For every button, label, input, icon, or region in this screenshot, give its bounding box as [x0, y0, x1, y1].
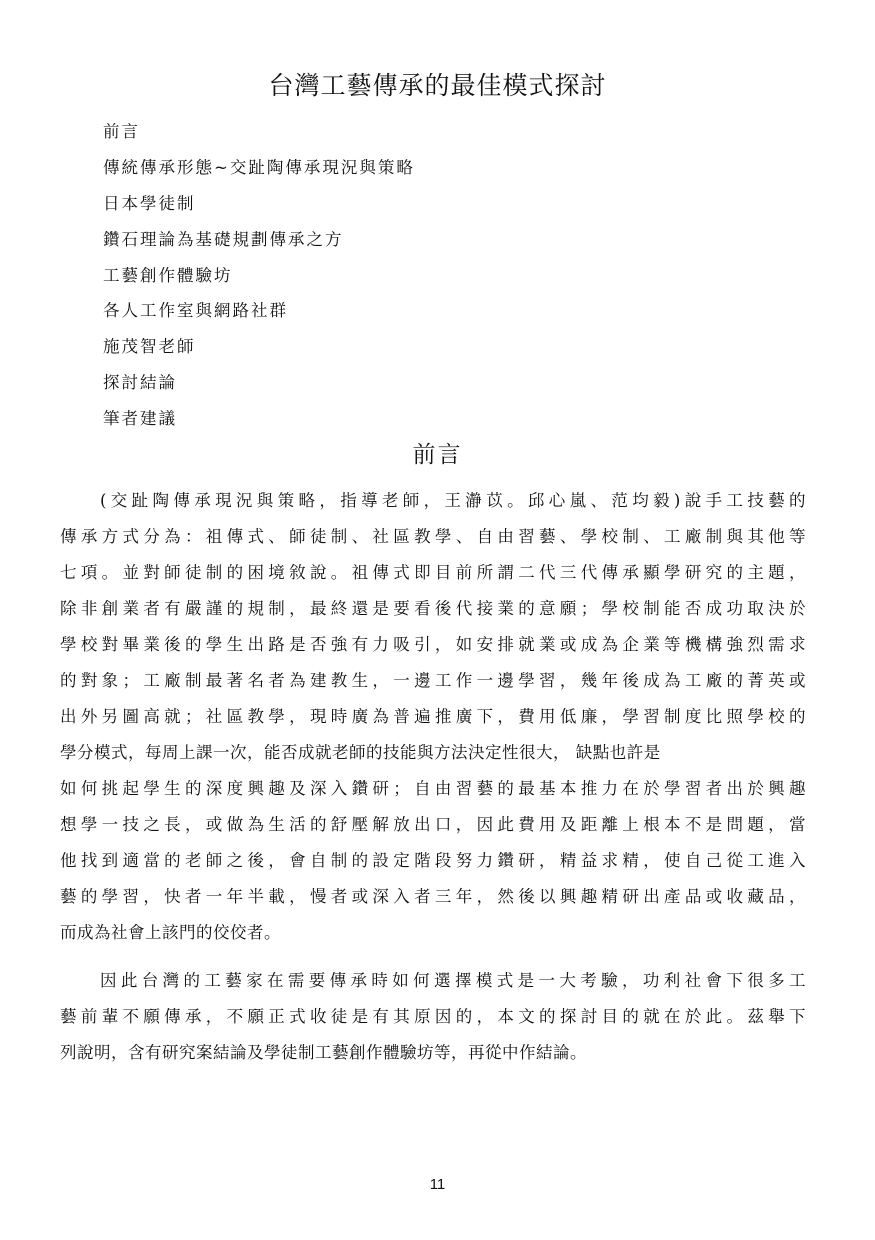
toc-item: 日本學徒制: [103, 193, 196, 213]
toc-item: 前言: [103, 122, 140, 141]
paragraph-line: 他找到適當的老師之後，會自制的設定階段努力鑽研，精益求精，使自己從工進入: [60, 851, 806, 870]
toc-item: 筆者建議: [103, 409, 177, 429]
section-heading: 前言: [412, 442, 463, 468]
paragraph-line: 學校對畢業後的學生出路是否強有力吸引，如安排就業或成為企業等機構強烈需求: [60, 635, 806, 654]
paragraph-line: 的對象；工廠制最著名者為建教生，一邊工作一邊學習，幾年後成為工廠的菁英或: [60, 671, 806, 690]
paragraph-line: 而成為社會上該門的佼佼者。: [60, 923, 281, 942]
paragraph-line: 藝前輩不願傳承，不願正式收徒是有其原因的，本文的探討目的就在於此。茲舉下: [60, 1007, 806, 1026]
paragraph-line: 如何挑起學生的深度興趣及深入鑽研；自由習藝的最基本推力在於學習者出於興趣: [60, 779, 806, 798]
page-number: 11: [429, 1176, 446, 1193]
toc-item: 施茂智老師: [103, 337, 196, 357]
paragraph-line: 學分模式，每周上課一次，能否成就老師的技能與方法決定性很大， 缺點也許是: [60, 743, 661, 762]
table-of-contents: [103, 118, 415, 441]
paragraph-line: 除非創業者有嚴謹的規制，最終還是要看後代接業的意願；學校制能否成功取決於: [60, 599, 806, 618]
toc-item: 鑽石理論為基礎規劃傳承之方: [103, 229, 344, 249]
paragraph-line: 傳承方式分為：祖傳式、師徒制、社區教學、自由習藝、學校制、工廠制與其他等: [60, 527, 806, 546]
paragraph-line: (交趾陶傳承現況與策略，指導老師，王瀞苡。邱心嵐、范均毅)說手工技藝的: [100, 491, 806, 510]
paragraph-line: 因此台灣的工藝家在需要傳承時如何選擇模式是一大考驗，功利社會下很多工: [100, 971, 806, 990]
document-title: 台灣工藝傳承的最佳模式探討: [268, 71, 607, 100]
paragraph-line: 出外另圖高就；社區教學，現時廣為普遍推廣下，費用低廉，學習制度比照學校的: [60, 707, 806, 726]
toc-item: 各人工作室與網路社群: [103, 301, 288, 321]
toc-item: 傳統傳承形態~交趾陶傳承現況與策略: [103, 157, 415, 177]
paragraph-line: 列說明，含有研究案結論及學徒制工藝創作體驗坊等，再從中作結論。: [60, 1043, 587, 1062]
toc-item: 工藝創作體驗坊: [103, 265, 233, 285]
paragraph-line: 七項。並對師徒制的困境敘說。祖傳式即目前所謂二代三代傳承顯學研究的主題，: [60, 563, 806, 582]
paragraph-line: 藝的學習，快者一年半載，慢者或深入者三年，然後以興趣精研出產品或收藏品，: [60, 887, 806, 906]
toc-item: 探討結論: [103, 373, 177, 393]
paragraph-line: 想學一技之長，或做為生活的舒壓解放出口，因此費用及距離上根本不是問題，當: [60, 815, 806, 834]
